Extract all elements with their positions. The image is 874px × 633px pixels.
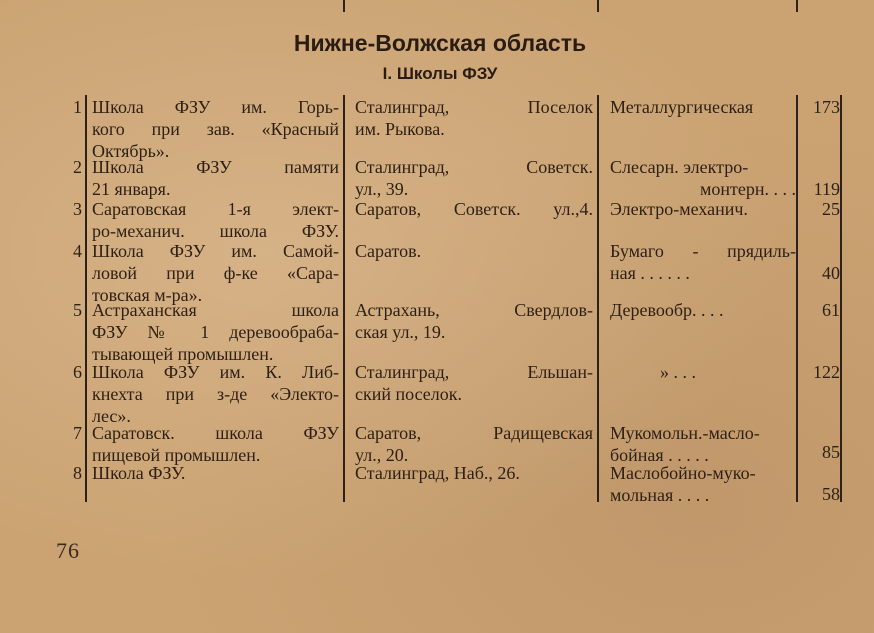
school-profile bbox=[610, 422, 796, 466]
school-name-line: тывающей промышлен. bbox=[92, 344, 274, 364]
school-name-line: Октябрь». bbox=[92, 141, 170, 161]
school-name-line: Саратовская 1-я элект- bbox=[92, 199, 339, 219]
section-title: I. Школы ФЗУ bbox=[382, 64, 498, 83]
school-name-line: лес». bbox=[92, 406, 131, 426]
school-name-line: Школа ФЗУ памяти bbox=[92, 157, 339, 177]
school-address bbox=[355, 240, 593, 262]
profile-line: монтерн. . . . bbox=[699, 179, 796, 199]
school-profile bbox=[610, 240, 796, 284]
school-address bbox=[355, 361, 593, 405]
school-name bbox=[92, 240, 339, 306]
column-rule-address-profile bbox=[597, 95, 599, 502]
school-name-line: пищевой промышлен. bbox=[92, 445, 261, 465]
school-name-line: Школа ФЗУ им. Самой- bbox=[92, 241, 339, 261]
address-line: Сталинград, Поселок bbox=[355, 97, 593, 117]
row-number: 5 bbox=[73, 300, 82, 320]
address-line: Саратов. bbox=[355, 241, 422, 261]
student-count: 119 bbox=[813, 179, 840, 199]
school-name-line: ФЗУ № 1 деревообраба- bbox=[92, 322, 339, 342]
row-number: 6 bbox=[73, 362, 82, 382]
page-number: 76 bbox=[56, 538, 80, 563]
school-name-line: Школа ФЗУ им. К. Либ- bbox=[92, 362, 339, 382]
school-address bbox=[355, 462, 593, 484]
column-rule-profile-count bbox=[796, 0, 798, 12]
school-name-line: кнехта при з-де «Электо- bbox=[92, 384, 339, 404]
profile-line: Слесарн. электро- bbox=[610, 157, 749, 177]
column-rule-name-address bbox=[343, 0, 345, 12]
student-count: 85 bbox=[822, 442, 840, 462]
school-address bbox=[355, 96, 593, 140]
row-number: 4 bbox=[73, 241, 82, 261]
school-profile bbox=[610, 462, 796, 506]
column-rule-right bbox=[840, 95, 842, 502]
school-name bbox=[92, 422, 339, 466]
row-number: 7 bbox=[73, 423, 82, 443]
school-name-line: ловой при ф-ке «Сара- bbox=[92, 263, 339, 283]
column-rule-name-address bbox=[343, 95, 345, 502]
school-name-line: кого при зав. «Красный bbox=[92, 119, 339, 139]
school-name-line: товская м-ра». bbox=[92, 285, 203, 305]
school-name-line: ро-механич. школа ФЗУ. bbox=[92, 221, 339, 241]
address-line: Сталинград, Наб., 26. bbox=[355, 463, 520, 483]
school-name-line: Школа ФЗУ. bbox=[92, 463, 186, 483]
school-profile bbox=[610, 198, 796, 220]
school-profile bbox=[610, 156, 796, 200]
region-title: Нижне-Волжская область bbox=[293, 30, 587, 56]
student-count: 122 bbox=[813, 362, 840, 382]
row-number: 8 bbox=[73, 463, 82, 483]
address-line: Саратов, Советск. ул.,4. bbox=[355, 199, 593, 219]
school-address bbox=[355, 422, 593, 466]
school-address bbox=[355, 156, 593, 200]
address-line: ская ул., 19. bbox=[355, 322, 446, 342]
row-number: 2 bbox=[73, 157, 82, 177]
school-name bbox=[92, 156, 339, 200]
school-profile bbox=[610, 361, 796, 383]
student-count: 40 bbox=[822, 263, 840, 283]
profile-line: бойная . . . . . bbox=[610, 445, 709, 465]
column-rule-profile-count bbox=[796, 95, 798, 502]
school-name bbox=[92, 361, 339, 427]
profile-line: мольная . . . . bbox=[610, 485, 710, 505]
address-line: ский поселок. bbox=[355, 384, 463, 404]
profile-line: Мукомольн.-масло- bbox=[610, 423, 760, 443]
column-rule-left bbox=[85, 95, 87, 502]
school-name-line: Саратовск. школа ФЗУ bbox=[92, 423, 339, 443]
profile-line: ная . . . . . . bbox=[610, 263, 690, 283]
school-name bbox=[92, 198, 339, 242]
school-address bbox=[355, 299, 593, 343]
school-name bbox=[92, 462, 339, 484]
profile-line: » . . . bbox=[660, 362, 696, 382]
address-line: Сталинград, Советск. bbox=[355, 157, 593, 177]
school-name-line: Школа ФЗУ им. Горь- bbox=[92, 97, 339, 117]
address-line: им. Рыкова. bbox=[355, 119, 445, 139]
student-count: 58 bbox=[822, 484, 840, 504]
school-name-line: 21 января. bbox=[92, 179, 171, 199]
profile-line: Бумаго - прядиль- bbox=[610, 241, 796, 261]
school-name bbox=[92, 299, 339, 365]
school-profile bbox=[610, 96, 796, 118]
row-number: 1 bbox=[73, 97, 82, 117]
address-line: Астрахань, Свердлов- bbox=[355, 300, 593, 320]
student-count: 173 bbox=[813, 97, 840, 117]
profile-line: Электро-механич. bbox=[610, 199, 748, 219]
school-name bbox=[92, 96, 339, 162]
row-number: 3 bbox=[73, 199, 82, 219]
address-line: Сталинград, Ельшан- bbox=[355, 362, 593, 382]
profile-line: Металлургическая bbox=[610, 97, 754, 117]
address-line: Саратов, Радищевская bbox=[355, 423, 593, 443]
student-count: 25 bbox=[822, 199, 840, 219]
address-line: ул., 39. bbox=[355, 179, 409, 199]
school-name-line: Астраханская школа bbox=[92, 300, 339, 320]
profile-line: Деревообр. . . . bbox=[610, 300, 724, 320]
column-rule-address-profile bbox=[597, 0, 599, 12]
school-profile bbox=[610, 299, 796, 321]
profile-line: Маслобойно-муко- bbox=[610, 463, 756, 483]
address-line: ул., 20. bbox=[355, 445, 409, 465]
student-count: 61 bbox=[822, 300, 840, 320]
school-address bbox=[355, 198, 593, 220]
